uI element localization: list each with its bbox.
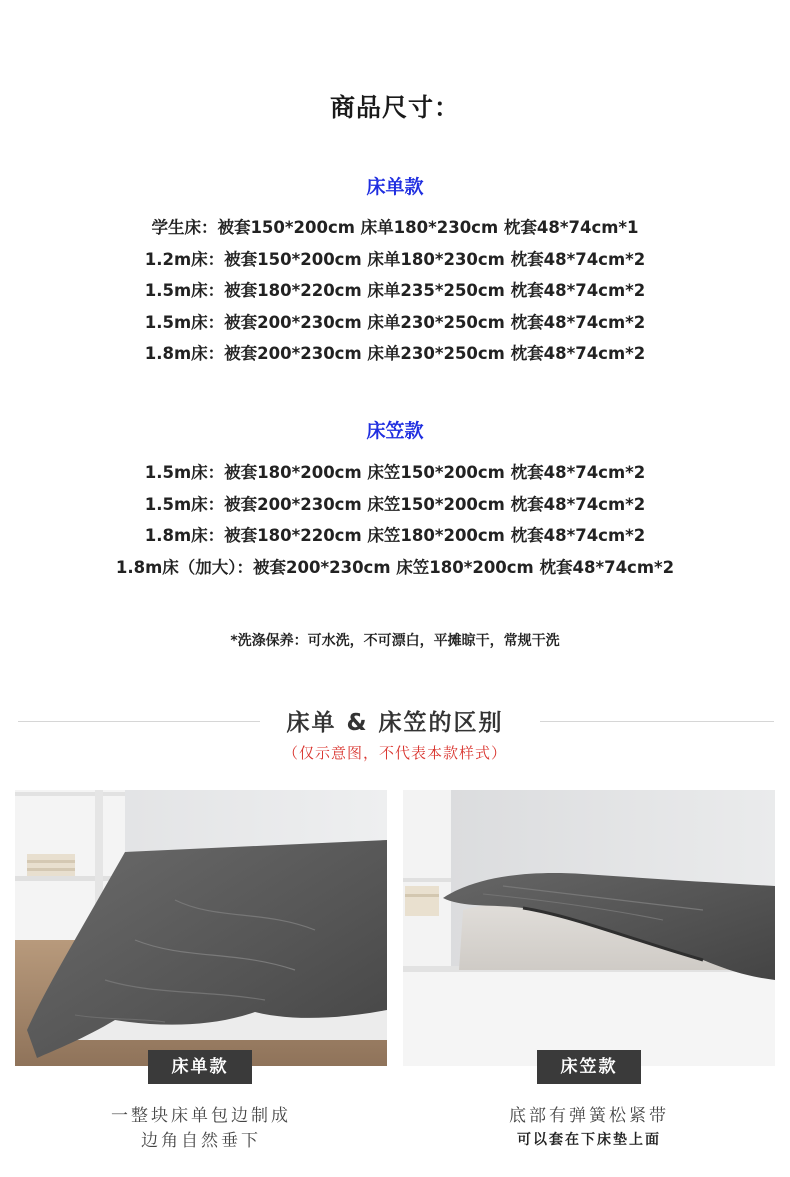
fitted-spec-list [0, 457, 790, 583]
sheet-spec-row: 学生床：被套150*200cm 床单180*230cm 枕套48*74cm*1 [151, 218, 639, 237]
fitted-section-heading: 床笠款 [366, 420, 424, 442]
flat-sheet-tag: 床单款 [148, 1050, 252, 1084]
fitted-sheet-caption-line: 可以套在下床垫上面 [517, 1132, 661, 1148]
care-note: *洗涤保养：可水洗，不可漂白，平摊晾干，常规干洗 [230, 633, 560, 649]
flat-sheet-caption-line: 一整块床单包边制成 [111, 1106, 291, 1126]
sheet-spec-row: 1.5m床：被套180*220cm 床单235*250cm 枕套48*74cm*2 [144, 281, 646, 300]
fitted-spec-row: 1.5m床：被套180*200cm 床笠150*200cm 枕套48*74cm*2 [144, 463, 646, 482]
sheet-section-heading: 床单款 [366, 176, 424, 198]
sheet-spec-row: 1.2m床：被套150*200cm 床单180*230cm 枕套48*74cm*2 [144, 249, 646, 269]
page-title: 商品尺寸： [329, 93, 460, 122]
sheet-spec-row: 1.5m床：被套200*230cm 床单230*250cm 枕套48*74cm*2 [144, 312, 646, 332]
flat-sheet-caption-line: 边角自然垂下 [141, 1131, 261, 1151]
sheet-spec-list [0, 212, 790, 370]
difference-title: 床单 & 床笠的区别 [286, 710, 504, 736]
fitted-sheet-tag: 床笠款 [537, 1050, 641, 1084]
sheet-spec-row: 1.8m床：被套200*230cm 床单230*250cm 枕套48*74cm*2 [144, 344, 646, 363]
fitted-spec-row: 1.5m床：被套200*230cm 床笠150*200cm 枕套48*74cm*2 [144, 494, 646, 514]
difference-subtitle: （仅示意图，不代表本款样式） [282, 744, 507, 762]
flat-sheet-photo [15, 790, 387, 1066]
fitted-sheet-photo [403, 790, 775, 1066]
fitted-spec-row: 1.8m床：被套180*220cm 床笠180*200cm 枕套48*74cm*2 [144, 526, 646, 545]
fitted-spec-row: 1.8m床（加大）：被套200*230cm 床笠180*200cm 枕套48*74cm*2 [115, 557, 675, 577]
fitted-sheet-caption-line: 底部有弹簧松紧带 [509, 1106, 669, 1126]
